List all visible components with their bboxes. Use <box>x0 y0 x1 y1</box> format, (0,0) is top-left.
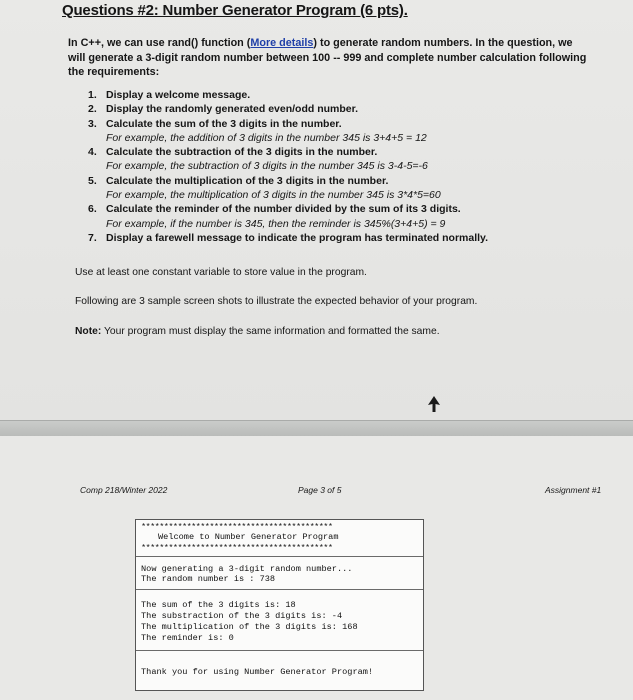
requirement-number: 2. <box>88 103 97 116</box>
console-divider <box>136 589 423 590</box>
note-label: Note: <box>75 326 102 337</box>
requirement-item <box>88 117 588 146</box>
requirement-text: Calculate the subtraction of the 3 digits in the number. <box>106 146 378 159</box>
requirement-number: 6. <box>88 203 97 216</box>
mouse-pointer-icon <box>428 396 440 412</box>
note-paragraph <box>75 325 595 338</box>
footer-course: Comp 218/Winter 2022 <box>80 485 168 495</box>
console-reminder: The reminder is: 0 <box>141 633 234 643</box>
requirement-item <box>88 202 588 231</box>
requirement-number: 4. <box>88 146 97 159</box>
screenshots-paragraph: Following are 3 sample screen shots to illustrate the expected behavior of your program. <box>75 296 478 307</box>
console-farewell: Thank you for using Number Generator Program! <box>141 667 374 677</box>
page-separator <box>0 420 633 437</box>
console-subtraction: The substraction of the 3 digits is: -4 <box>141 611 343 621</box>
requirement-text: Display a welcome message. <box>106 89 251 101</box>
footer-page-number: Page 3 of 5 <box>298 485 342 495</box>
intro-text-after: ) to generate random numbers. In the question, we will generate a 3-digit random number between 100 -- 999 and complete number calculation following the requirements: <box>68 37 587 78</box>
note-text: Your program must display the same information and formatted the same. <box>101 326 440 337</box>
requirement-text: Calculate the multiplication of the 3 digits in the number. <box>106 174 389 187</box>
console-welcome: Welcome to Number Generator Program <box>158 532 339 542</box>
requirement-text: Display the randomly generated even/odd number. <box>106 103 359 116</box>
requirement-example: For example, if the number is 345, then the reminder is 345%(3+4+5) = 9 <box>106 217 446 230</box>
requirement-text: Calculate the sum of the 3 digits in the number. <box>106 117 342 130</box>
console-generating: Now generating a 3-digit random number... <box>141 564 353 574</box>
requirement-item <box>88 231 588 245</box>
requirement-number: 5. <box>88 174 97 187</box>
requirement-item <box>88 174 588 203</box>
requirements-list <box>88 88 588 245</box>
intro-paragraph <box>68 36 588 80</box>
footer-assignment: Assignment #1 <box>545 485 602 495</box>
requirement-number: 1. <box>88 89 97 101</box>
requirement-number: 3. <box>88 117 97 130</box>
requirement-example: For example, the multiplication of 3 digits in the number 345 is 3*4*5=60 <box>106 189 441 202</box>
console-divider <box>136 556 423 557</box>
requirement-item <box>88 145 588 174</box>
intro-text-before: In C++, we can use rand() function ( <box>68 37 251 49</box>
requirement-example: For example, the subtraction of 3 digits in the number 345 is 3-4-5=-6 <box>106 160 428 173</box>
console-sum: The sum of the 3 digits is: 18 <box>141 600 296 610</box>
requirement-number: 7. <box>88 231 97 244</box>
console-divider <box>136 650 423 651</box>
question-title: Questions #2: Number Generator Program (6 pts). <box>62 2 408 19</box>
requirement-text: Display a farewell message to indicate the program has terminated normally. <box>106 231 489 244</box>
requirement-item <box>88 102 588 116</box>
console-output-screenshot <box>135 519 424 691</box>
console-stars-bottom: ****************************************** <box>141 543 333 553</box>
requirement-example: For example, the addition of 3 digits in the number 345 is 3+4+5 = 12 <box>106 131 427 144</box>
console-random-number: The random number is : 738 <box>141 574 276 584</box>
constant-variable-paragraph: Use at least one constant variable to store value in the program. <box>75 267 367 278</box>
requirement-text: Calculate the reminder of the number divided by the sum of its 3 digits. <box>106 203 461 216</box>
console-multiplication: The multiplication of the 3 digits is: 168 <box>141 622 358 632</box>
console-stars-top: ****************************************** <box>141 522 333 532</box>
requirement-item <box>88 88 588 102</box>
more-details-link[interactable]: More details <box>250 37 314 49</box>
